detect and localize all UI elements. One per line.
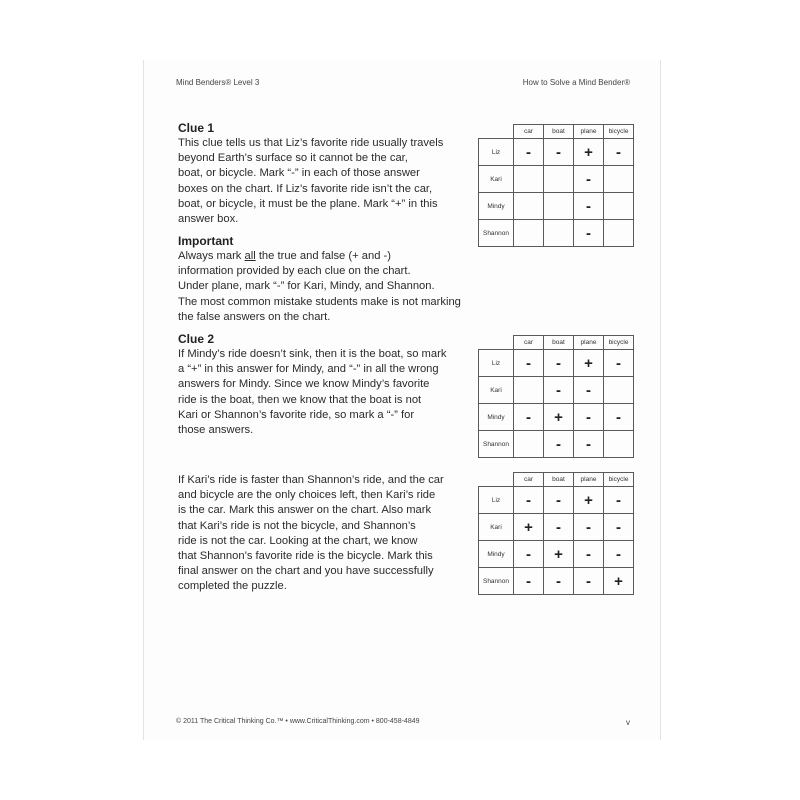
chart-answer-cell: - <box>514 568 544 595</box>
chart-answer-cell: - <box>604 404 634 431</box>
final-clue-text: If Kari’s ride is faster than Shannon’s ride, and the car and bicycle are the only choices left, then Kari’s ride is the car. Mark this answer on the chart. Also mark that Kari’s ride is not the bicycle, and Shannon’s ride is not the car. Looking at the chart, we know that Shannon’s favorite ride is the bicycle. Mark this final answer on the chart and you have successfully completed the puzzle. <box>178 474 444 593</box>
chart-row-header: Shannon <box>479 568 514 595</box>
chart-row-header: Kari <box>479 166 514 193</box>
important-section <box>178 234 483 325</box>
chart-answer-cell <box>544 193 574 220</box>
chart-answer-cell: - <box>574 514 604 541</box>
chart-column-header: car <box>514 125 544 139</box>
answer-chart-3 <box>478 472 634 595</box>
chart-answer-cell: + <box>574 487 604 514</box>
chart-answer-cell: - <box>574 220 604 247</box>
chart-header-row <box>479 473 634 487</box>
chart-column-header: bicycle <box>604 125 634 139</box>
chart-header-row <box>479 125 634 139</box>
chart-corner <box>479 473 514 487</box>
footer-copyright: © 2011 The Critical Thinking Co.™ • www.CriticalThinking.com • 800-458-4849 <box>176 718 420 725</box>
chart-answer-cell <box>604 431 634 458</box>
chart-row <box>479 139 634 166</box>
chart-row <box>479 220 634 247</box>
chart-answer-cell: - <box>574 541 604 568</box>
chart-answer-cell <box>544 220 574 247</box>
chart-row <box>479 487 634 514</box>
footer-page-number: v <box>626 718 630 727</box>
chart-answer-cell <box>514 431 544 458</box>
chart-answer-cell: - <box>574 404 604 431</box>
chart-corner <box>479 336 514 350</box>
clue2-heading: Clue 2 <box>178 332 215 346</box>
chart-row-header: Liz <box>479 139 514 166</box>
chart-answer-cell <box>604 377 634 404</box>
chart-row <box>479 431 634 458</box>
answer-chart-2 <box>478 335 634 458</box>
chart-row-header: Kari <box>479 377 514 404</box>
chart-column-header: car <box>514 336 544 350</box>
chart-answer-cell: - <box>514 350 544 377</box>
answer-chart-1 <box>478 124 634 247</box>
chart-row <box>479 568 634 595</box>
important-text-post: the true and false (+ and -) information provided by each clue on the chart. Under plane, mark “-” for Kari, Mindy, and Shannon. The most common mistake students make is not marking the false answers on the chart. <box>178 250 461 323</box>
chart-column-header: boat <box>544 336 574 350</box>
chart-answer-cell: - <box>604 514 634 541</box>
header-book-title: Mind Benders® Level 3 <box>176 78 260 87</box>
chart-answer-cell: - <box>544 487 574 514</box>
important-heading: Important <box>178 234 234 248</box>
chart-row <box>479 193 634 220</box>
chart-row-header: Liz <box>479 350 514 377</box>
chart-answer-cell <box>604 220 634 247</box>
chart-answer-cell: - <box>544 139 574 166</box>
chart-answer-cell: + <box>604 568 634 595</box>
chart-row-header: Mindy <box>479 404 514 431</box>
clue1-text: This clue tells us that Liz’s favorite ride usually travels beyond Earth’s surface so it cannot be the car, boat, or bicycle. Mark “-” in each of those answer boxes on the chart. If Liz’s favorite ride isn’t the car, boat, or bicycle, it must be the plane. Mark “+” in this answer box. <box>178 137 444 226</box>
chart-answer-cell: - <box>604 541 634 568</box>
chart-row <box>479 541 634 568</box>
chart-column-header: plane <box>574 336 604 350</box>
chart-row-header: Kari <box>479 514 514 541</box>
chart-answer-cell: - <box>514 404 544 431</box>
chart-answer-cell: - <box>574 431 604 458</box>
chart-answer-cell: - <box>544 431 574 458</box>
chart-row-header: Shannon <box>479 431 514 458</box>
chart-column-header: car <box>514 473 544 487</box>
chart-answer-cell <box>604 193 634 220</box>
chart-answer-cell <box>514 166 544 193</box>
chart-answer-cell: + <box>574 139 604 166</box>
chart-answer-cell: - <box>544 350 574 377</box>
chart-corner <box>479 125 514 139</box>
chart-answer-cell <box>514 377 544 404</box>
chart-answer-cell: - <box>514 541 544 568</box>
chart-row <box>479 350 634 377</box>
chart-answer-cell: - <box>574 166 604 193</box>
chart-row <box>479 404 634 431</box>
chart-answer-cell: + <box>544 541 574 568</box>
chart-answer-cell: + <box>514 514 544 541</box>
chart-answer-cell <box>604 166 634 193</box>
chart-row-header: Shannon <box>479 220 514 247</box>
chart-answer-cell: - <box>604 487 634 514</box>
header-section-title: How to Solve a Mind Bender® <box>522 78 630 87</box>
clue2-text: If Mindy’s ride doesn’t sink, then it is the boat, so mark a “+” in this answer for Mindy, and “-” in all the wrong answers for Mindy. Since we know Mindy’s favorite ride is the boat, then we know that the boat is not Kari or Shannon’s favorite ride, so mark a “-” for those answers. <box>178 348 447 437</box>
chart-column-header: plane <box>574 125 604 139</box>
chart-column-header: bicycle <box>604 473 634 487</box>
chart-row-header: Mindy <box>479 193 514 220</box>
clue1-heading: Clue 1 <box>178 121 215 135</box>
chart-answer-cell: - <box>544 514 574 541</box>
chart-row <box>479 377 634 404</box>
chart-column-header: boat <box>544 125 574 139</box>
chart-answer-cell: - <box>544 377 574 404</box>
important-text-underlined: all <box>244 250 256 262</box>
important-text <box>178 249 483 325</box>
chart-row-header: Liz <box>479 487 514 514</box>
important-text-pre: Always mark <box>178 250 245 262</box>
clue1-section <box>178 121 478 227</box>
clue2-section <box>178 332 478 438</box>
chart-answer-cell: - <box>544 568 574 595</box>
chart-row <box>479 514 634 541</box>
chart-answer-cell: - <box>574 568 604 595</box>
chart-answer-cell <box>514 193 544 220</box>
chart-answer-cell: - <box>604 139 634 166</box>
chart-answer-cell: + <box>544 404 574 431</box>
chart-header-row <box>479 336 634 350</box>
chart-answer-cell: + <box>574 350 604 377</box>
chart-column-header: plane <box>574 473 604 487</box>
chart-answer-cell <box>514 220 544 247</box>
chart-answer-cell: - <box>574 377 604 404</box>
chart-row <box>479 166 634 193</box>
chart-column-header: bicycle <box>604 336 634 350</box>
chart-answer-cell: - <box>574 193 604 220</box>
chart-column-header: boat <box>544 473 574 487</box>
chart-answer-cell: - <box>604 350 634 377</box>
chart-answer-cell: - <box>514 139 544 166</box>
final-clue-section <box>178 473 478 595</box>
chart-answer-cell: - <box>514 487 544 514</box>
chart-answer-cell <box>544 166 574 193</box>
chart-row-header: Mindy <box>479 541 514 568</box>
